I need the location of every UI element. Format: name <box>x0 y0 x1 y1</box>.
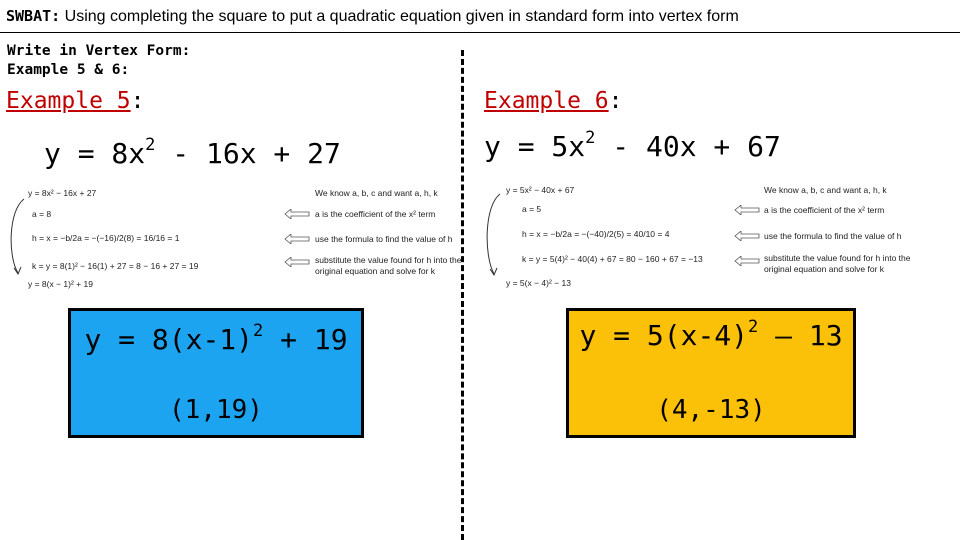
ex6-left-arrow-icon <box>734 205 760 215</box>
example6-title-text: Example 6 <box>484 88 609 114</box>
subheading-line-2: Example 5 & 6: <box>7 62 130 78</box>
ex6-step-2: a = 5 <box>522 204 542 214</box>
ex6-step-3: h = x = −b/2a = −(−40)/2(5) = 40/10 = 4 <box>522 229 670 239</box>
ex5-left-arrow-icon <box>284 209 310 219</box>
ex6-left-arrow-icon <box>734 256 760 266</box>
ex6-step-1: y = 5x² − 40x + 67 <box>506 185 575 195</box>
ex6-vf-exp: 2 <box>748 317 759 337</box>
ex5-note-3: use the formula to find the value of h <box>315 234 453 244</box>
ex6-note-1: We know a, b, c and want a, h, k <box>764 185 887 195</box>
example5-vertex-form <box>71 323 361 356</box>
ex5-left-arrow-icon <box>284 234 310 244</box>
ex6-vf-pre: y = 5(x-4) <box>579 319 749 352</box>
example6-title <box>484 88 622 114</box>
example6-eq-post: - 40x + 67 <box>595 130 781 163</box>
example6-eq-pre: y = 5x <box>484 130 586 163</box>
example5-title-colon: : <box>130 88 145 114</box>
ex6-note-4b: original equation and solve for k <box>764 264 885 274</box>
ex6-vf-post: – 13 <box>758 319 843 352</box>
example5-worked-steps <box>28 183 462 293</box>
ex5-step-3: h = x = −b/2a = −(−16)/2(8) = 16/16 = 1 <box>32 233 180 243</box>
example5-eq-exp: 2 <box>145 135 156 155</box>
ex5-vf-pre: y = 8(x-1) <box>84 323 254 356</box>
example6-title-colon: : <box>608 88 623 114</box>
ex6-note-2: a is the coefficient of the x² term <box>764 205 885 215</box>
swbat-objective <box>6 7 739 26</box>
ex6-step-4: k = y = 5(4)² − 40(4) + 67 = 80 − 160 + 67 = −13 <box>522 254 703 264</box>
example6-vertex: (4,-13) <box>656 395 766 425</box>
ex6-note-4a: substitute the value found for h into the <box>764 253 911 263</box>
ex5-note-4a: substitute the value found for h into the <box>315 255 462 265</box>
example5-equation <box>44 137 341 170</box>
example5-answer-box <box>68 308 364 438</box>
ex5-note-1: We know a, b, c and want a, h, k <box>315 188 438 198</box>
example5-curve-arrow-icon <box>6 197 28 277</box>
example5-vertex: (1,19) <box>169 395 263 425</box>
center-dashed-divider <box>461 50 464 540</box>
subheading <box>7 42 190 80</box>
example5-eq-post: - 16x + 27 <box>155 137 341 170</box>
ex5-step-2: a = 8 <box>32 209 52 219</box>
ex5-vf-post: + 19 <box>263 323 348 356</box>
swbat-text: Using completing the square to put a quadratic equation given in standard form into vertex form <box>60 8 739 25</box>
ex5-step-4: k = y = 8(1)² − 16(1) + 27 = 8 − 16 + 27 = 19 <box>32 261 199 271</box>
ex5-left-arrow-icon <box>284 257 310 267</box>
example5-eq-pre: y = 8x <box>44 137 146 170</box>
ex5-vf-exp: 2 <box>253 321 264 341</box>
example6-eq-exp: 2 <box>585 128 596 148</box>
page-header <box>0 0 960 30</box>
ex6-step-5: y = 5(x − 4)² − 13 <box>506 278 571 288</box>
example6-equation <box>484 130 781 163</box>
subheading-line-1: Write in Vertex Form: <box>7 43 191 59</box>
ex6-left-arrow-icon <box>734 231 760 241</box>
example6-worked-steps <box>506 180 946 290</box>
ex5-note-4b: original equation and solve for k <box>315 266 436 276</box>
header-divider <box>0 32 960 33</box>
swbat-label: SWBAT: <box>6 7 61 25</box>
ex6-note-3: use the formula to find the value of h <box>764 231 902 241</box>
example5-title <box>6 88 144 114</box>
ex5-step-1: y = 8x² − 16x + 27 <box>28 188 97 198</box>
example6-vertex-form <box>569 319 853 352</box>
example6-answer-box <box>566 308 856 438</box>
ex5-step-5: y = 8(x − 1)² + 19 <box>28 279 93 289</box>
example5-title-text: Example 5 <box>6 88 131 114</box>
ex5-note-2: a is the coefficient of the x² term <box>315 209 436 219</box>
example6-curve-arrow-icon <box>482 192 504 278</box>
